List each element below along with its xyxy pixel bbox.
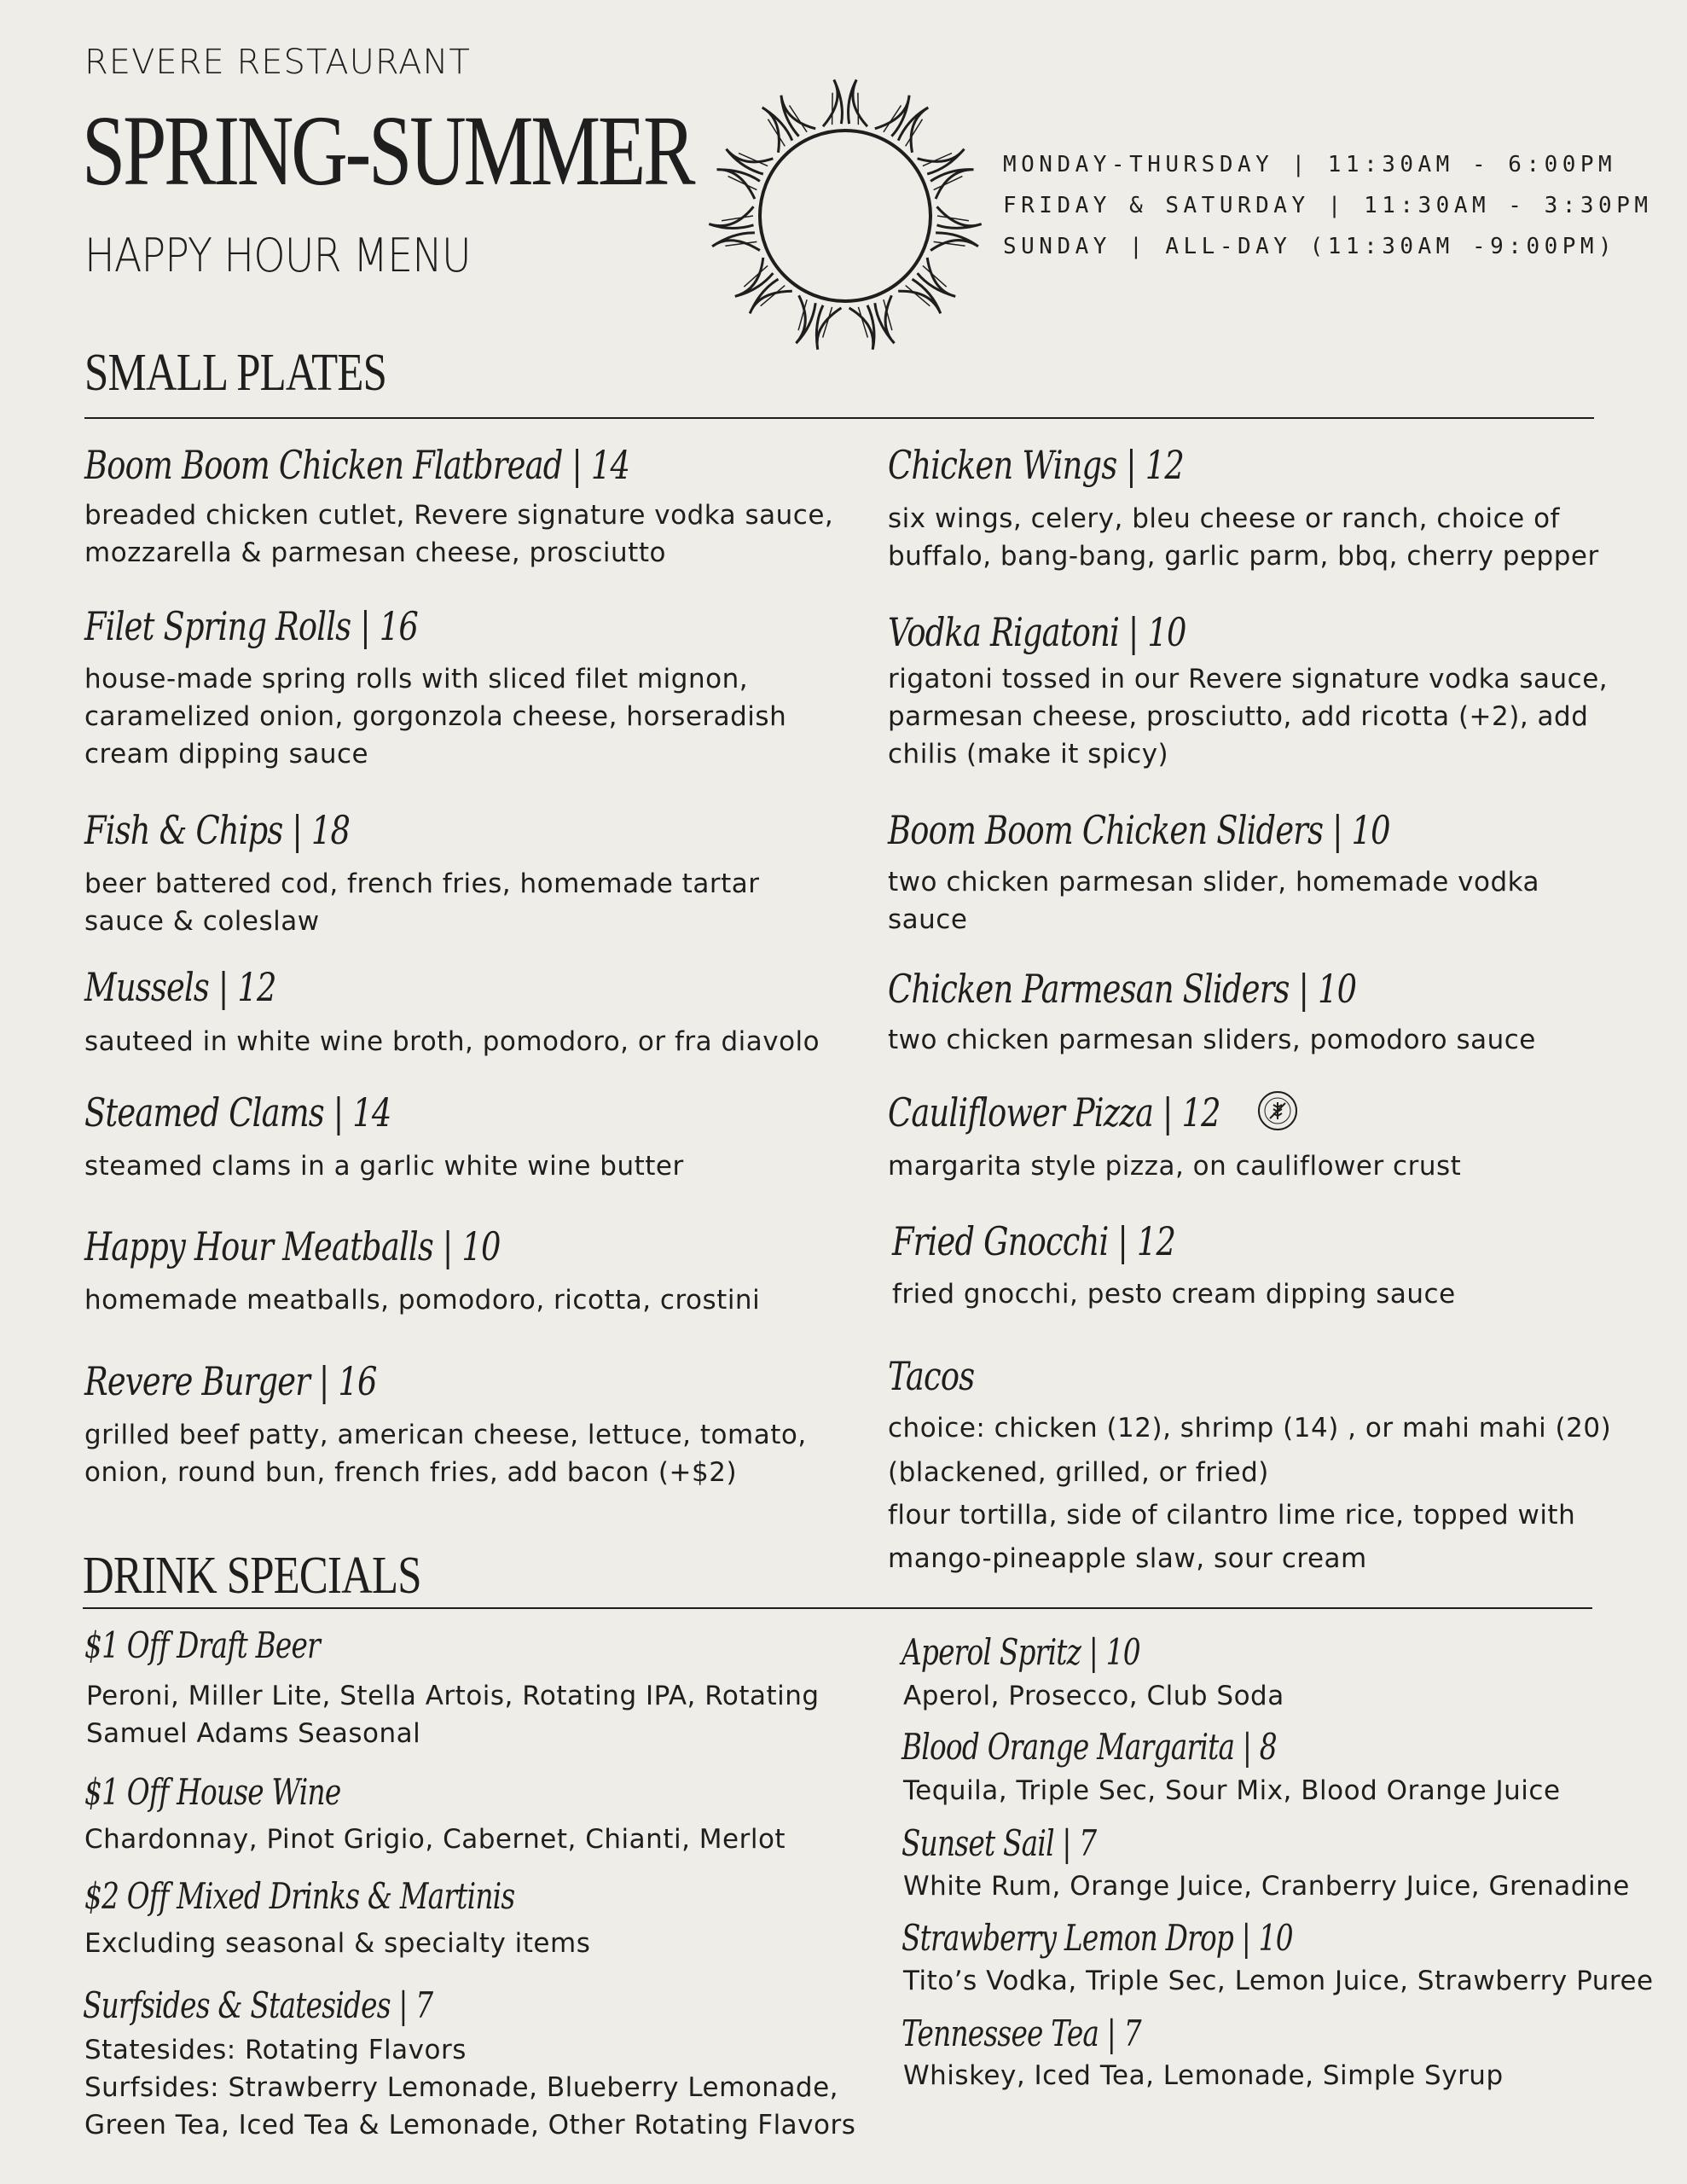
drink-desc: Whiskey, Iced Tea, Lemonade, Simple Syrup: [903, 2060, 1504, 2091]
item-name: Steamed Clams | 14: [84, 1089, 391, 1136]
item-name: Filet Spring Rolls | 16: [84, 603, 418, 649]
small-plates-heading: SMALL PLATES: [84, 344, 387, 402]
item-name: Revere Burger | 16: [84, 1358, 377, 1404]
item-desc: beer battered cod, french fries, homemade tartar sauce & coleslaw: [84, 868, 760, 937]
drink-desc: White Rum, Orange Juice, Cranberry Juice, Grenadine: [903, 1871, 1630, 1902]
sun-ray: [849, 305, 874, 350]
drink-name: Blood Orange Margarita | 8: [901, 1726, 1277, 1768]
sun-ray: [898, 279, 941, 313]
menu-subtitle: HAPPY HOUR MENU: [84, 229, 471, 282]
hours-sunday: SUNDAY | ALL-DAY (11:30AM -9:00PM): [1003, 234, 1617, 259]
item-desc: mango-pineapple slaw, sour cream: [888, 1543, 1367, 1574]
drink-desc: Peroni, Miller Lite, Stella Artois, Rotating IPA, Rotating Samuel Adams Seasonal: [86, 1681, 820, 1749]
item-desc: homemade meatballs, pomodoro, ricotta, crostini: [84, 1285, 761, 1316]
item-name: Happy Hour Meatballs | 10: [84, 1223, 501, 1269]
item-desc: (blackened, grilled, or fried): [888, 1457, 1269, 1488]
drink-name: Surfsides & Statesides | 7: [83, 1984, 433, 2026]
item-desc: two chicken parmesan slider, homemade vodka sauce: [888, 867, 1540, 935]
item-name: Tacos: [888, 1353, 975, 1399]
drink-name: Strawberry Lemon Drop | 10: [901, 1917, 1293, 1959]
drink-name: $1 Off House Wine: [84, 1771, 341, 1813]
sun-ray: [930, 233, 978, 251]
restaurant-name: REVERE RESTAURANT: [84, 43, 471, 82]
hours-weekday: MONDAY-THURSDAY | 11:30AM - 6:00PM: [1003, 152, 1617, 177]
drink-name: $2 Off Mixed Drinks & Martinis: [84, 1875, 515, 1917]
hours-fri-sat: FRIDAY & SATURDAY | 11:30AM - 3:30PM: [1003, 193, 1653, 218]
sun-ray: [816, 305, 841, 350]
item-name: Cauliflower Pizza | 12: [888, 1089, 1220, 1136]
item-desc: house-made spring rolls with sliced filet mignon, caramelized onion, gorgonzola cheese, horseradish cream dipping sauce: [84, 664, 787, 770]
item-desc: fried gnocchi, pesto cream dipping sauce: [892, 1279, 1456, 1310]
item-desc: margarita style pizza, on cauliflower crust: [888, 1151, 1462, 1182]
sun-ray-detail: [832, 93, 833, 125]
drink-desc: Tequila, Triple Sec, Sour Mix, Blood Orange Juice: [903, 1775, 1561, 1806]
item-name: Chicken Parmesan Sliders | 10: [888, 966, 1357, 1012]
item-desc: breaded chicken cutlet, Revere signature vodka sauce, mozzarella & parmesan cheese, prosciutto: [84, 500, 834, 568]
gluten-free-icon: [1257, 1090, 1298, 1131]
sun-icon: [704, 75, 986, 357]
item-desc: grilled beef patty, american cheese, lettuce, tomato, onion, round bun, french fries, add bacon (+$2): [84, 1420, 807, 1488]
item-desc: six wings, celery, bleu cheese or ranch, choice of buffalo, bang-bang, garlic parm, bbq, cherry pepper: [888, 503, 1599, 572]
item-name: Fish & Chips | 18: [84, 807, 351, 853]
item-name: Boom Boom Chicken Sliders | 10: [888, 807, 1390, 853]
item-desc: flour tortilla, side of cilantro lime rice, topped with: [888, 1500, 1576, 1531]
item-desc: rigatoni tossed in our Revere signature vodka sauce, parmesan cheese, prosciutto, add ricotta (+2), add chilis (make it spicy): [888, 664, 1609, 770]
sun-ray: [762, 107, 792, 153]
drink-specials-divider: [83, 1607, 1592, 1609]
drink-desc: Statesides: Rotating Flavors: [84, 2035, 467, 2065]
item-desc: steamed clams in a garlic white wine butter: [84, 1151, 684, 1182]
drink-desc: Tito’s Vodka, Triple Sec, Lemon Juice, Strawberry Puree: [903, 1966, 1654, 1996]
item-name: Boom Boom Chicken Flatbread | 14: [84, 442, 630, 488]
drink-desc: Excluding seasonal & specialty items: [84, 1928, 591, 1959]
drink-name: $1 Off Draft Beer: [84, 1624, 321, 1666]
item-desc: choice: chicken (12), shrimp (14) , or mahi mahi (20): [888, 1413, 1612, 1443]
sun-ray: [930, 170, 973, 199]
drink-desc: Aperol, Prosecco, Club Soda: [903, 1681, 1284, 1711]
drink-name: Sunset Sail | 7: [901, 1822, 1097, 1864]
item-name: Mussels | 12: [84, 964, 276, 1010]
drink-desc: Chardonnay, Pinot Grigio, Cabernet, Chianti, Merlot: [84, 1824, 786, 1855]
drink-specials-heading: DRINK SPECIALS: [83, 1547, 421, 1605]
item-desc: two chicken parmesan sliders, pomodoro sauce: [888, 1025, 1536, 1055]
sun-ray-detail: [858, 93, 859, 125]
sun-ray: [898, 107, 928, 153]
sun-ray: [750, 279, 792, 313]
hours-block: [1003, 147, 1653, 270]
item-name: Fried Gnocchi | 12: [892, 1218, 1176, 1264]
item-name: Chicken Wings | 12: [888, 442, 1185, 488]
item-name: Vodka Rigatoni | 10: [888, 609, 1186, 655]
sun-ray: [712, 233, 760, 251]
drink-desc: Surfsides: Strawberry Lemonade, Blueberry Lemonade, Green Tea, Iced Tea & Lemonade, Other Rotating Flavors: [84, 2072, 856, 2140]
drink-name: Aperol Spritz | 10: [901, 1631, 1140, 1673]
drink-name: Tennessee Tea | 7: [901, 2013, 1141, 2054]
item-desc: sauteed in white wine broth, pomodoro, or fra diavolo: [84, 1026, 820, 1057]
small-plates-divider: [84, 417, 1594, 419]
sun-ray: [717, 170, 760, 199]
menu-title: SPRING-SUMMER: [82, 95, 693, 206]
